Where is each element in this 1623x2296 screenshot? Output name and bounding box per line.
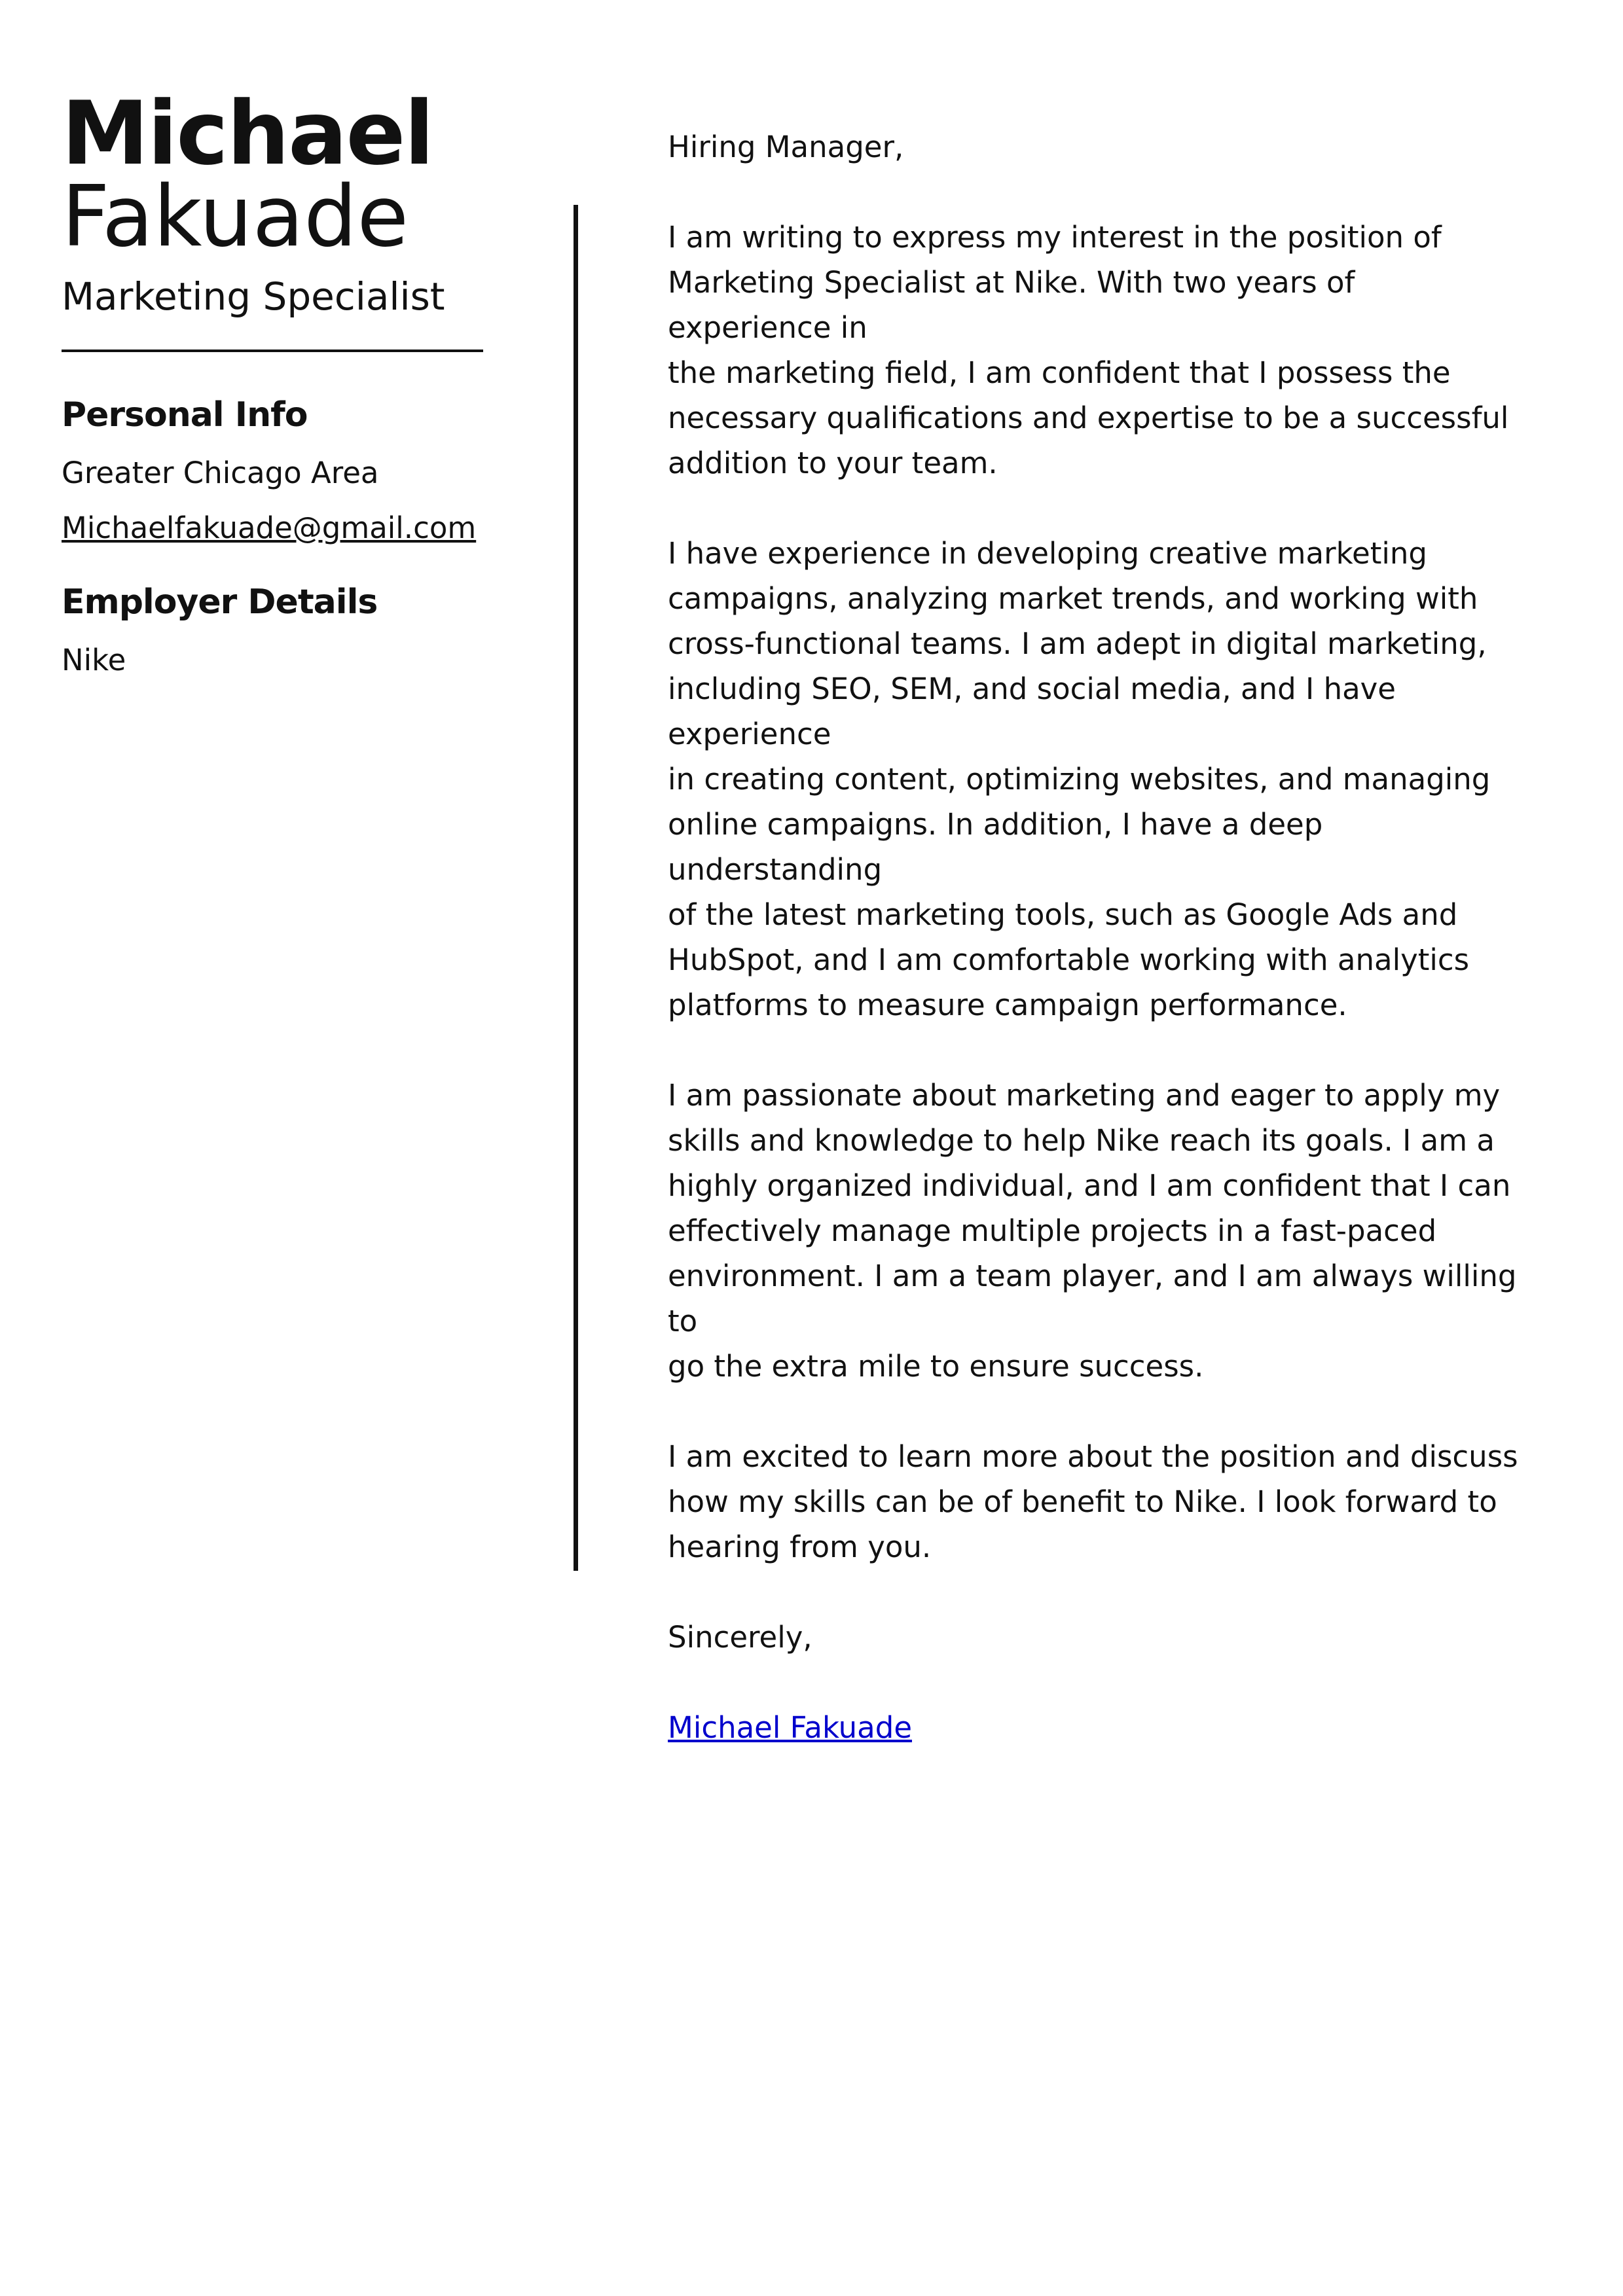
first-name: Michael xyxy=(62,82,433,185)
employer-company: Nike xyxy=(62,643,126,677)
signature-link[interactable]: Michael Fakuade xyxy=(668,1710,913,1745)
header-rule xyxy=(62,350,483,352)
email-address[interactable]: Michaelfakuade@gmail.com xyxy=(62,511,477,545)
letter-greeting: Hiring Manager, xyxy=(668,130,904,164)
email-link[interactable] xyxy=(62,511,487,546)
location-text: Greater Chicago Area xyxy=(62,456,379,490)
last-name: Fakuade xyxy=(62,168,409,266)
vertical-divider xyxy=(574,205,578,1571)
letter-closing: Sincerely, xyxy=(668,1620,812,1655)
employer-details-heading: Employer Details xyxy=(62,583,378,622)
letter-body xyxy=(668,124,1519,1795)
letter-paragraph-4: I am excited to learn more about the position and discuss how my skills can be of benefit to Nike. I look forward to hearing from you. xyxy=(668,1439,1518,1564)
personal-info-heading: Personal Info xyxy=(62,395,308,435)
letter-paragraph-1: I am writing to express my interest in the position of Marketing Specialist at Nike. With two years of experience in the marketing field, I am confident that I possess the necessary qualifications and expertise to be a successful addition to your team. xyxy=(668,220,1509,480)
letter-paragraph-2: I have experience in developing creative marketing campaigns, analyzing market trends, and working with cross-functional teams. I am adept in digital marketing, including SEO, SEM, and social media, and I have experience in creating content, optimizing websites, and managing online campaigns. In addition, I have a deep understanding of the latest marketing tools, such as Google Ads and HubSpot, and I am comfortable working with analytics platforms to measure campaign performance. xyxy=(668,536,1491,1022)
letter-paragraph-3: I am passionate about marketing and eager to apply my skills and knowledge to help Nike reach its goals. I am a highly organized individual, and I am confident that I can effectively manage multiple projects in a fast-paced environment. I am a team player, and I am always willing to go the extra mile to ensure success. xyxy=(668,1078,1517,1384)
job-title: Marketing Specialist xyxy=(62,274,445,319)
letter-signature-line[interactable] xyxy=(668,1705,1519,1750)
sidebar xyxy=(62,82,487,678)
